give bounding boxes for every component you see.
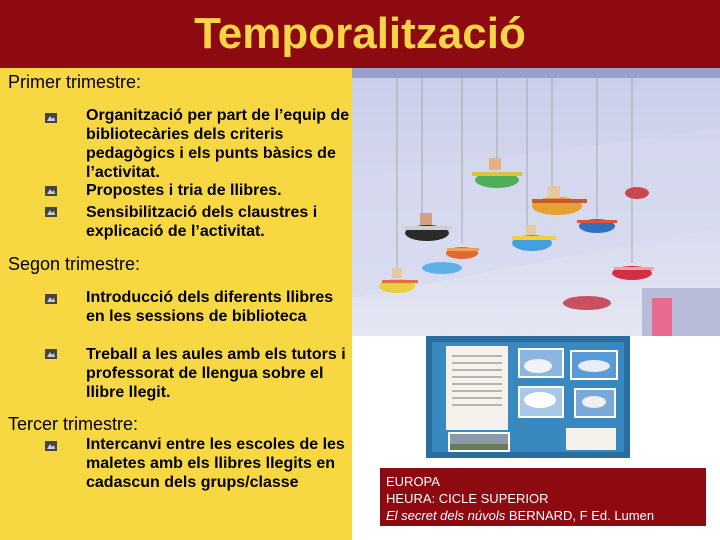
bullet-icon: [45, 349, 57, 359]
bullet-text: Organització per part de l’equip de bibliotecàries dels criteris pedagògics i els punts bàsics de l’activitat.: [86, 107, 350, 181]
section-heading-1: Primer trimestre:: [8, 72, 142, 92]
section-heading-3: Tercer trimestre:: [8, 414, 139, 434]
bullet-icon: [45, 186, 57, 196]
airplanes-photo: [352, 68, 720, 336]
caption-line-2: HEURA: CICLE SUPERIOR: [386, 491, 549, 506]
caption-line-3: [386, 507, 706, 524]
bullet-text: Propostes i tria de llibres.: [86, 182, 282, 199]
bullet-icon: [45, 294, 57, 304]
bullet-icon: [45, 441, 57, 451]
slide-title: Temporalització: [194, 9, 526, 58]
bullet-text: Introducció dels diferents llibres en les sessions de biblioteca: [86, 289, 334, 325]
caption-line-1: EUROPA: [386, 474, 440, 489]
bullet-icon: [45, 113, 57, 123]
book-author-publisher: BERNARD, F Ed. Lumen: [505, 508, 655, 523]
cloud-board-photo: [426, 336, 630, 458]
bullet-icon: [45, 207, 57, 217]
book-title: El secret dels núvols: [386, 508, 506, 523]
bullet-text: Treball a les aules amb els tutors i professorat de llengua sobre el llibre llegit.: [86, 346, 346, 401]
section-heading-2: Segon trimestre:: [8, 254, 141, 274]
book-caption: [380, 468, 706, 526]
bullet-text: Intercanvi entre les escoles de les maletes amb els llibres llegits en cadascun dels grups/classe: [86, 436, 345, 491]
bullet-text: Sensibilització dels claustres i explicació de l’activitat.: [86, 204, 318, 240]
